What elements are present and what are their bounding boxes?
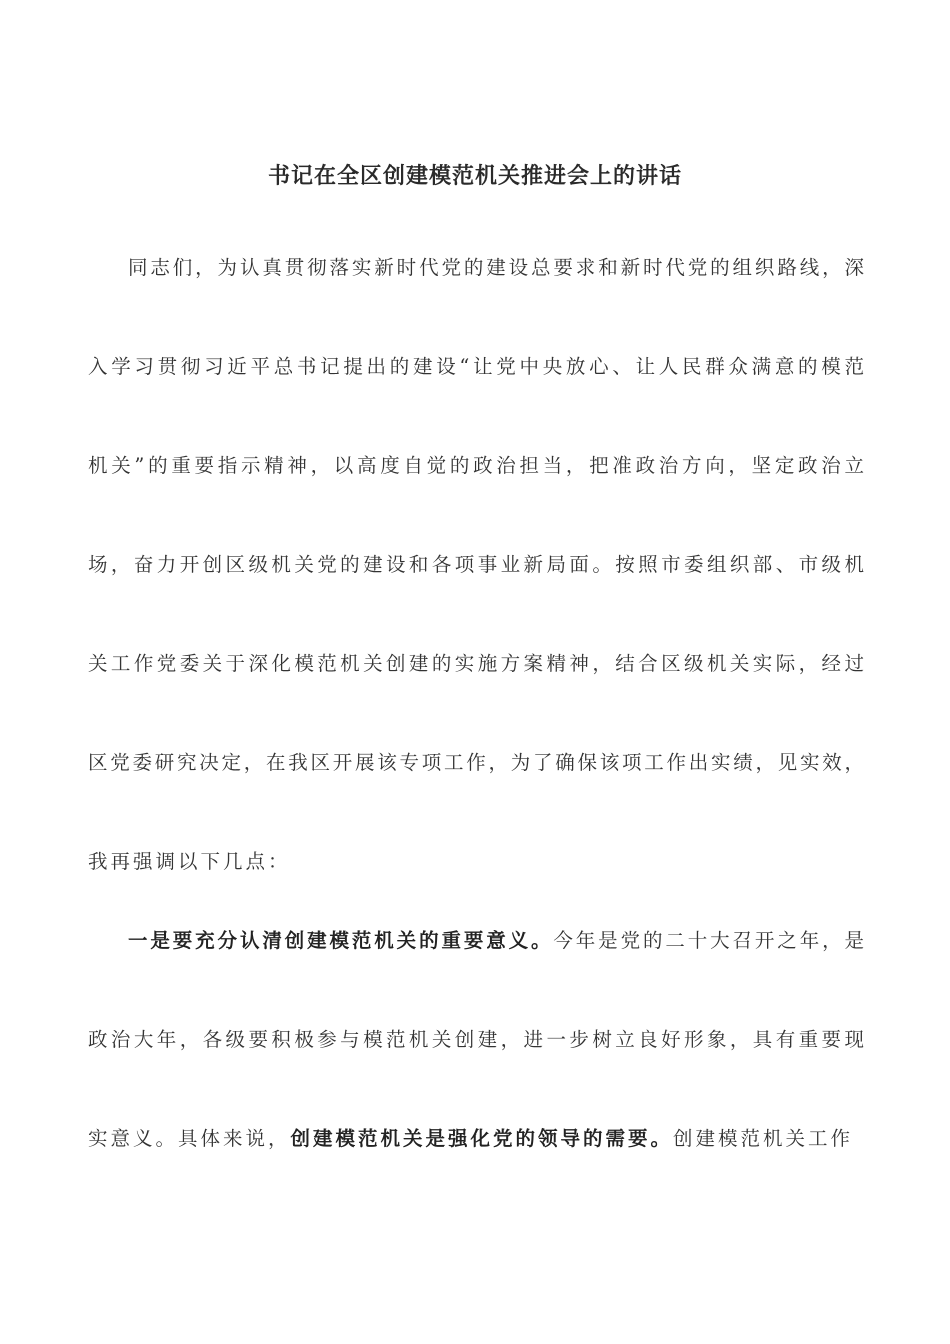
paragraph-line: 同志们，为认真贯彻落实新时代党的建设总要求和新时代党的组织路线，深: [128, 256, 864, 279]
paragraph-line: 我再强调以下几点：: [88, 850, 291, 873]
paragraph-line: 场，奋力开创区级机关党的建设和各项事业新局面。按照市委组织部、市级机: [88, 553, 864, 576]
paragraph-line: 政治大年，各级要积极参与模范机关创建，进一步树立良好形象，具有重要现: [88, 1028, 864, 1051]
document-title: 书记在全区创建模范机关推进会上的讲话: [267, 163, 682, 189]
paragraph-line: 机关”的重要指示精神，以高度自觉的政治担当，把准政治方向，坚定政治立: [88, 454, 864, 477]
paragraph-line: [88, 1121, 864, 1157]
bold-heading: 一是要充分认清创建模范机关的重要意义。: [128, 929, 554, 952]
paragraph-text: 实意义。具体来说，: [88, 1127, 291, 1150]
paragraph-line: [128, 923, 864, 959]
paragraph-text: 今年是党的二十大召开之年，是: [553, 929, 864, 952]
paragraph-line: 关工作党委关于深化模范机关创建的实施方案精神，结合区级机关实际，经过: [88, 652, 864, 675]
paragraph-text: 创建模范机关工作: [673, 1127, 854, 1150]
paragraph-line: 入学习贯彻习近平总书记提出的建设“让党中央放心、让人民群众满意的模范: [88, 355, 864, 378]
bold-heading: 创建模范机关是强化党的领导的需要。: [290, 1127, 674, 1150]
paragraph-line: 区党委研究决定，在我区开展该专项工作，为了确保该项工作出实绩，见实效，: [88, 751, 864, 774]
